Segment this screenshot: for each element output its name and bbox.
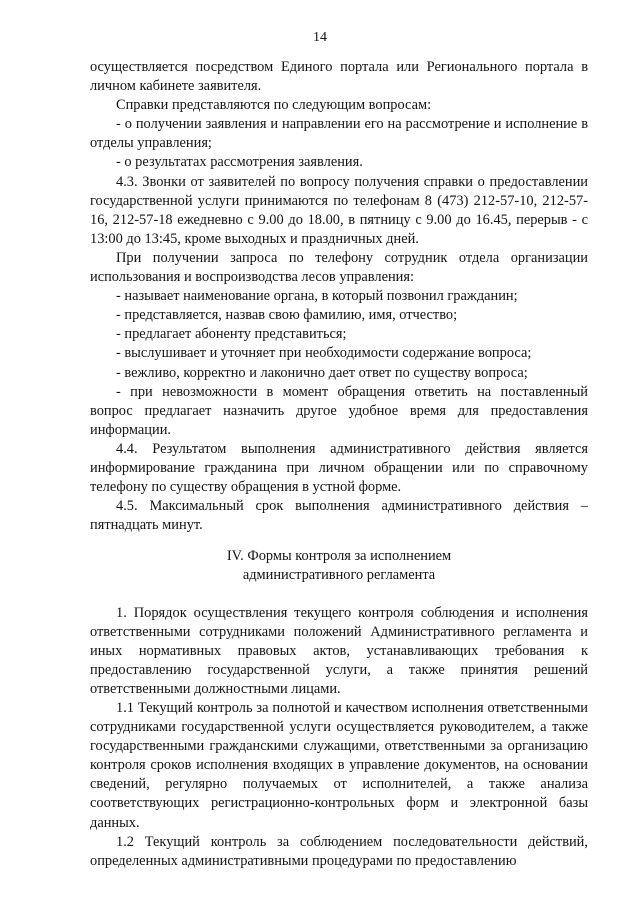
paragraph: Справки представляются по следующим вопросам: bbox=[116, 97, 432, 114]
paragraph: 4.5. Максимальный срок выполнения административного действия – пятнадцать минут. bbox=[90, 498, 588, 534]
paragraph: 1.2 Текущий контроль за соблюдением последовательности действий, определенных административными процедурами по предоставлению bbox=[90, 833, 588, 869]
paragraph: - предлагает абоненту представиться; bbox=[116, 326, 347, 343]
paragraph: При получении запроса по телефону сотрудник отдела организации использования и воспроизводства лесов управления: bbox=[90, 249, 588, 286]
section-heading-line-2: административного регламента bbox=[242, 567, 436, 584]
paragraph: - о результатах рассмотрения заявления. bbox=[116, 154, 363, 171]
paragraph: - представляется, назвав свою фамилию, имя, отчество; bbox=[116, 307, 458, 324]
paragraph: осуществляется посредством Единого портала или Регионального портала в личном кабинете заявителя. bbox=[90, 59, 588, 95]
section-heading bbox=[90, 547, 588, 585]
paragraph: 4.4. Результатом выполнения административного действия является информирование гражданина при личном обращении или по справочному телефону по существу обращения в устной форме. bbox=[90, 440, 588, 496]
document-body bbox=[90, 58, 588, 871]
regulation-text-top bbox=[90, 58, 588, 535]
paragraph: 4.3. Звонки от заявителей по вопросу получения справки о предоставлении государственной услуги принимаются по телефонам 8 (473) 212-57-10, 212-57-16, 212-57-18 ежедневно с 9.00 до 18.00, в пятницу с 9.00 до 16.45, перерыв - с 13:00 до 13:45, кроме выходных и праздничных дней. bbox=[90, 173, 588, 247]
regulation-text-bottom bbox=[90, 604, 588, 871]
paragraph: - вежливо, корректно и лаконично дает ответ по существу вопроса; bbox=[116, 364, 528, 381]
paragraph: - выслушивает и уточняет при необходимости содержание вопроса; bbox=[116, 345, 532, 362]
paragraph: 1. Порядок осуществления текущего контроля соблюдения и исполнения ответственными сотрудниками положений Административного регламента и иных нормативных правовых актов, устанавливающих требования к предоставлению государственной услуги, а также принятия решений ответственными должностными лицами. bbox=[90, 604, 588, 697]
paragraph: - при невозможности в момент обращения ответить на поставленный вопрос предлагает назначить другое удобное время для предоставления информации. bbox=[90, 383, 588, 438]
paragraph: 1.1 Текущий контроль за полнотой и качеством исполнения ответственными сотрудниками государственной услуги осуществляется руководителем, а также государственными гражданскими служащими, ответственными за организацию контроля сроков исполнения входящих в управление документов, на основании сведений, регулярно получаемых от исполнителей, а также анализа соответствующих регистрационно-контрольных форм и электронной базы данных. bbox=[90, 700, 588, 831]
page-number: 14 bbox=[313, 30, 327, 45]
paragraph: - о получении заявления и направлении его на рассмотрение и исполнение в отделы управления; bbox=[90, 116, 588, 152]
paragraph: - называет наименование органа, в который позвонил гражданин; bbox=[116, 288, 518, 305]
section-heading-line-1: IV. Формы контроля за исполнением bbox=[226, 548, 452, 565]
